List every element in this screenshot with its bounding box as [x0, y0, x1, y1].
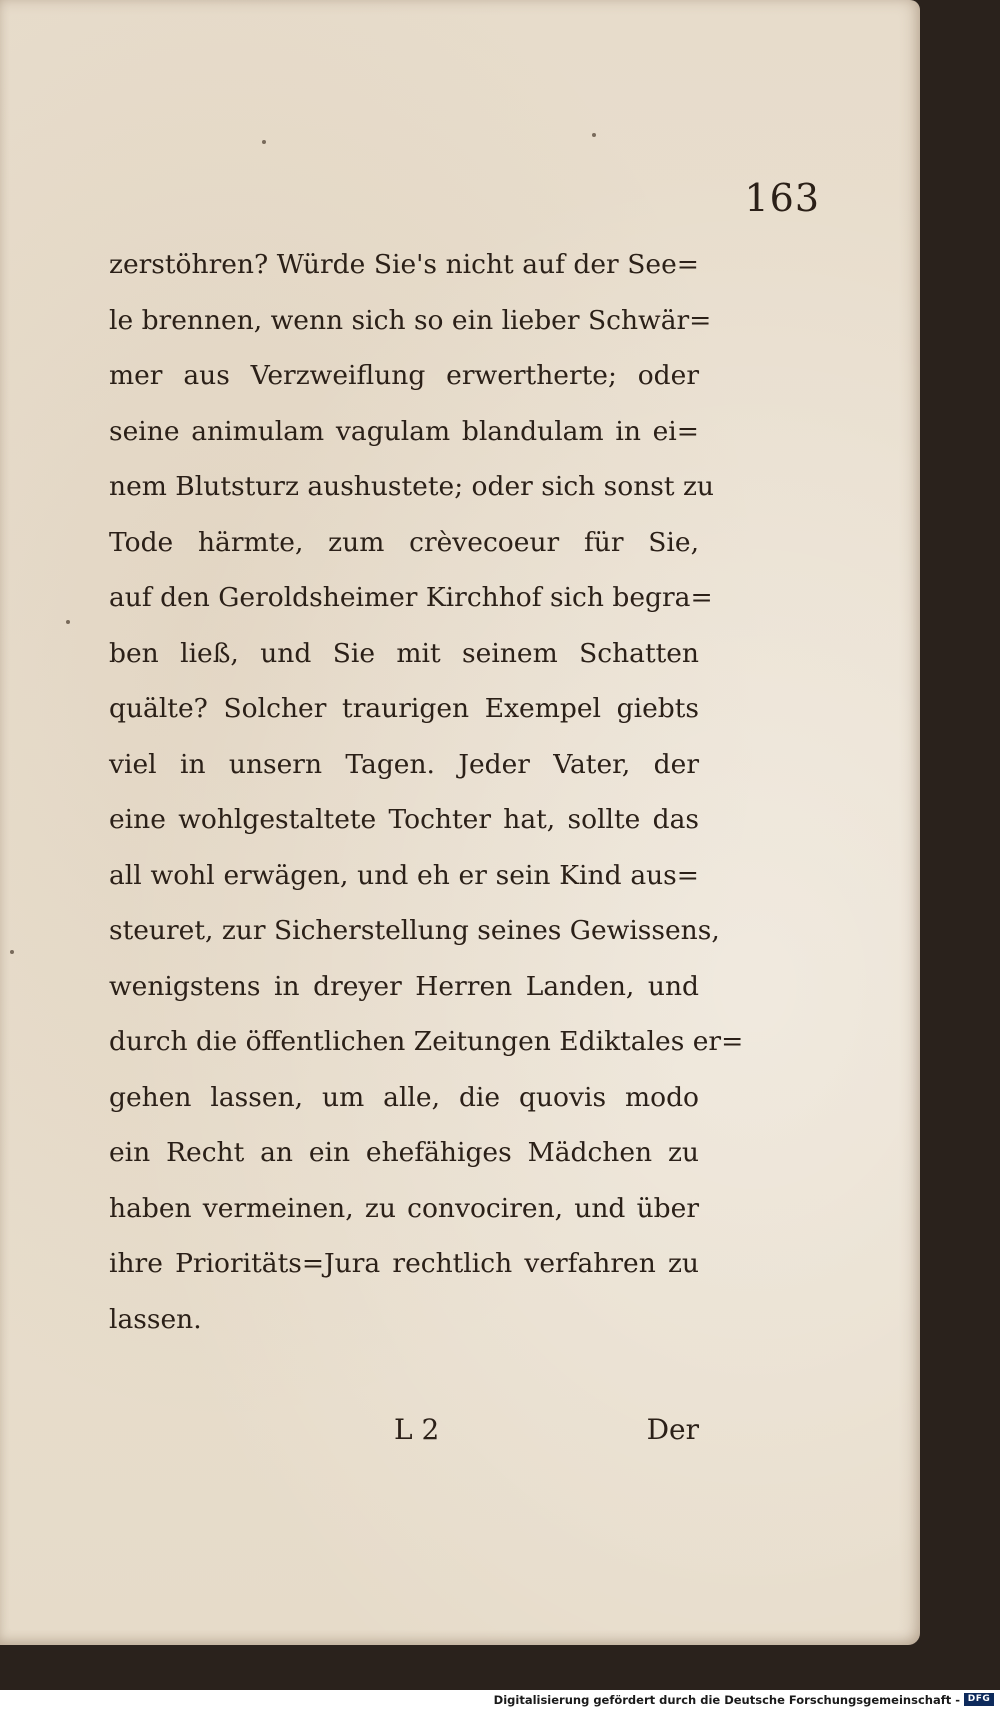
signature-mark: L 2: [394, 1413, 440, 1446]
text-line: zerstöhren? Würde Sie's nicht auf der See=: [109, 249, 699, 280]
ink-speck: [262, 140, 266, 144]
page-footer: [109, 1405, 699, 1455]
text-line: ben ließ, und Sie mit seinem Schatten: [109, 637, 699, 669]
text-line: all wohl erwägen, und eh er sein Kind aus=: [109, 859, 699, 891]
text-line: seine animulam vagulam blandulam in ei=: [109, 415, 699, 447]
text-line: mer aus Verzweiflung erwertherte; oder: [109, 360, 699, 391]
ink-speck: [10, 950, 14, 954]
text-line: nem Blutsturz aushustete; oder sich sonst zu: [109, 471, 714, 502]
page-number: 163: [744, 176, 820, 220]
text-line: quälte? Solcher traurigen Exempel giebts: [109, 693, 699, 724]
text-line: ein Recht an ein ehefähiges Mädchen zu: [109, 1137, 699, 1168]
text-line: wenigstens in dreyer Herren Landen, und: [109, 970, 699, 1002]
catchword: Der: [646, 1413, 699, 1446]
text-line: eine wohlgestaltete Tochter hat, sollte das: [109, 804, 699, 835]
credit-bar: [0, 1690, 1000, 1710]
text-line: gehen lassen, um alle, die quovis modo: [109, 1081, 699, 1113]
dfg-logo: DFG: [964, 1693, 994, 1706]
text-line: steuret, zur Sicherstellung seines Gewissens,: [109, 915, 720, 946]
text-line: le brennen, wenn sich so ein lieber Schwär=: [109, 304, 712, 336]
ink-speck: [66, 620, 70, 624]
body-text: [109, 237, 744, 1347]
text-line: auf den Geroldsheimer Kirchhof sich begra=: [109, 582, 713, 613]
text-line: durch die öffentlichen Zeitungen Ediktales er=: [109, 1026, 744, 1057]
text-line: lassen.: [109, 1303, 202, 1335]
text-line: viel in unsern Tagen. Jeder Vater, der: [109, 748, 699, 780]
ink-speck: [592, 133, 596, 137]
funding-credit: Digitalisierung gefördert durch die Deutsche Forschungsgemeinschaft -: [493, 1693, 960, 1707]
text-line: Tode härmte, zum crèvecoeur für Sie,: [109, 526, 699, 558]
text-line: haben vermeinen, zu convociren, und über: [109, 1192, 699, 1224]
text-line: ihre Prioritäts=Jura rechtlich verfahren zu: [109, 1248, 699, 1279]
